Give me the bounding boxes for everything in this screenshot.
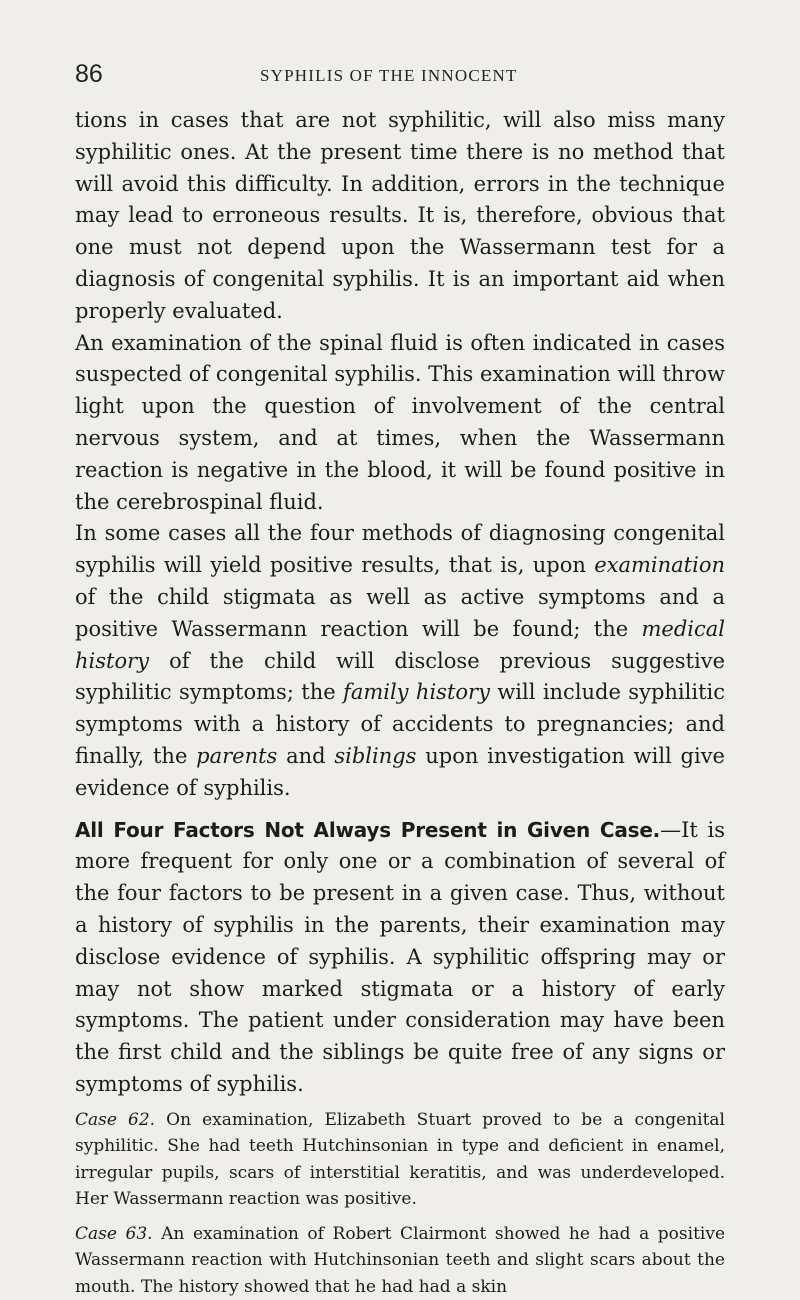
italic-term-examination: examination <box>594 553 725 578</box>
case-label: Case 62. <box>75 1109 156 1130</box>
text-run: will include syphilitic symptoms with a history of accidents to pregnancies; and finally, the <box>75 680 725 768</box>
case-text: An examination of Robert Clairmont showed he had a positive Wassermann reaction with Hutchinsonian teeth and slight scars about the mouth. The history showed that he had had a skin <box>75 1223 725 1297</box>
section-heading: All Four Factors Not Always Present in Given Case. <box>75 817 661 842</box>
case-63 <box>75 1221 725 1300</box>
text-run: upon investigation will give evidence of syphilis. <box>75 743 725 800</box>
paragraph-spinal-fluid: An examination of the spinal fluid is often indicated in cases suspected of congenital syphilis. This examination will throw light upon the question of involvement of the central nervous system, and at times, when the Wassermann reaction is negative in the blood, it will be found positive in the cerebrospinal fluid. <box>75 330 725 514</box>
page-header <box>75 60 725 100</box>
italic-term-family-history: family history <box>343 680 490 705</box>
case-label: Case 63. <box>75 1223 153 1244</box>
case-text: On examination, Elizabeth Stuart proved to be a congenital syphilitic. She had teeth Hutchinsonian in type and deficient in enamel, irregular pupils, scars of interstitial keratitis, and was underdeveloped. Her Wassermann reaction was positive. <box>75 1109 725 1210</box>
running-title: SYPHILIS OF THE INNOCENT <box>260 66 518 85</box>
section-text: —It is more frequent for only one or a combination of several of the four factors to be present in a given case. Thus, without a history of syphilis in the parents, their examination may disclose evidence of syphilis. A syphilitic offspring may or may not show marked stigmata or a history of early symptoms. The patient under consideration may have been the first child and the siblings be quite free of any signs or symptoms of syphilis. <box>75 817 725 1096</box>
italic-term-parents: parents <box>196 743 278 768</box>
text-run: and <box>277 743 335 768</box>
text-run: In some cases all the four methods of diagnosing congenital syphilis will yield positive results, that is, upon <box>75 521 725 578</box>
italic-term-siblings: siblings <box>334 743 417 768</box>
page-number: 86 <box>75 60 103 88</box>
paragraph-four-methods <box>75 518 725 804</box>
italic-term-medical-history: medical history <box>75 616 725 673</box>
paragraph-all-four-factors <box>75 815 725 1101</box>
text-run: of the child will disclose previous suggestive syphilitic symptoms; the <box>75 648 725 705</box>
page-body <box>75 105 725 1300</box>
text-run: of the child stigmata as well as active symptoms and a positive Wassermann reaction will be found; the <box>75 584 725 641</box>
paragraph-continuation: tions in cases that are not syphilitic, will also miss many syphilitic ones. At the present time there is no method that will avoid this difficulty. In addition, errors in the technique may lead to erroneous results. It is, therefore, obvious that one must not depend upon the Wassermann test for a diagnosis of congenital syphilis. It is an important aid when properly evaluated. <box>75 108 725 323</box>
case-62 <box>75 1107 725 1213</box>
